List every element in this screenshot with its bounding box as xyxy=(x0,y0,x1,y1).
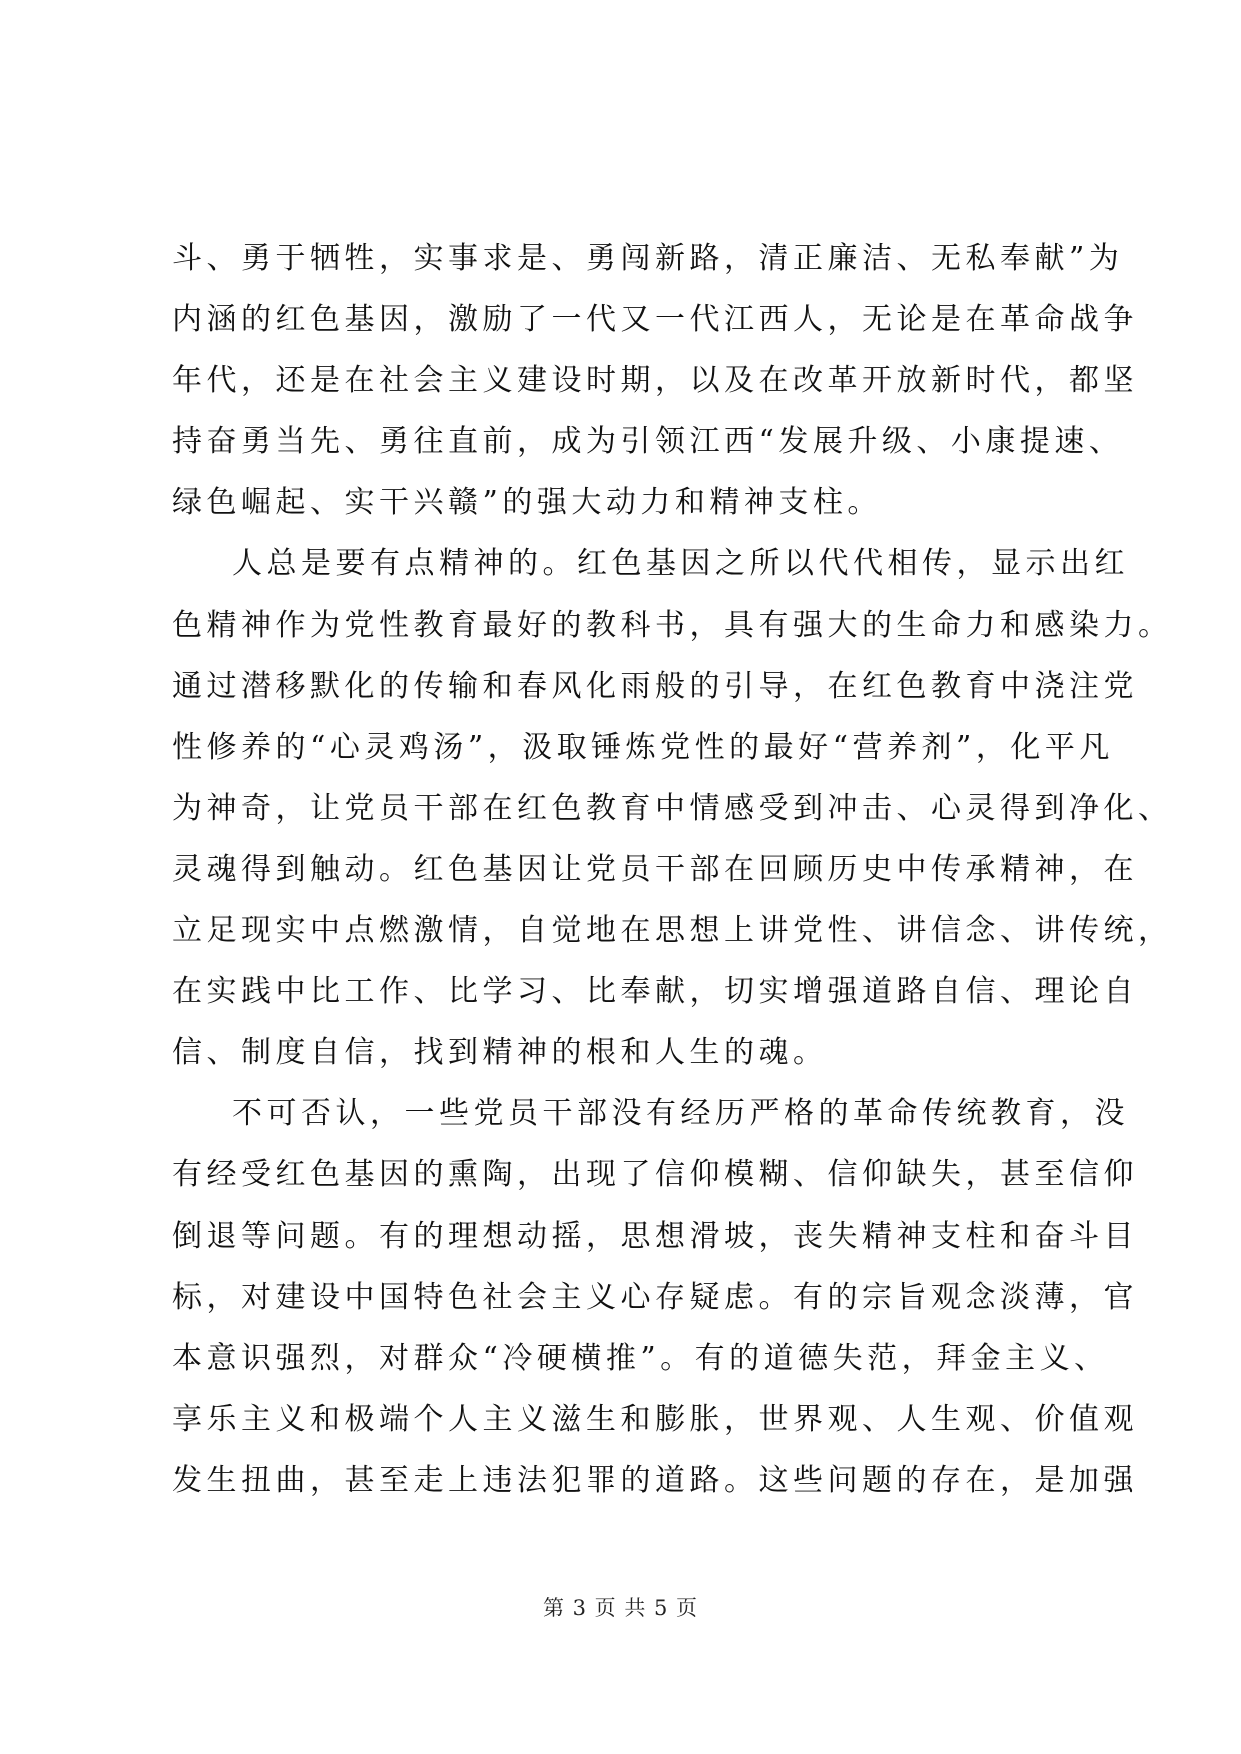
text-line: 色精神作为党性教育最好的教科书，具有强大的生命力和感染力。 xyxy=(172,607,1173,643)
paragraph-first-line: 不可否认，一些党员干部没有经历严格的革命传统教育，没 xyxy=(232,1096,1129,1132)
text-line: 灵魂得到触动。红色基因让党员干部在回顾历史中传承精神，在 xyxy=(172,851,1138,887)
text-line: 立足现实中点燃激情，自觉地在思想上讲党性、讲信念、讲传统， xyxy=(172,913,1173,949)
text-line: 享乐主义和极端个人主义滋生和膨胀，世界观、人生观、价值观 xyxy=(172,1401,1138,1437)
page-number-footer: 第 3 页 共 5 页 xyxy=(542,1596,699,1620)
text-line: 发生扭曲，甚至走上违法犯罪的道路。这些问题的存在，是加强 xyxy=(172,1462,1138,1498)
text-line: 信、制度自信，找到精神的根和人生的魂。 xyxy=(172,1035,828,1071)
text-line: 内涵的红色基因，激励了一代又一代江西人，无论是在革命战争 xyxy=(172,302,1138,338)
document-body xyxy=(172,228,1173,1511)
text-line: 年代，还是在社会主义建设时期，以及在改革开放新时代，都坚 xyxy=(172,363,1138,399)
text-line: 性修养的“心灵鸡汤”，汲取锤炼党性的最好“营养剂”，化平凡 xyxy=(172,729,1114,765)
text-line: 绿色崛起、实干兴赣”的强大动力和精神支柱。 xyxy=(172,485,882,521)
text-line: 有经受红色基因的熏陶，出现了信仰模糊、信仰缺失，甚至信仰 xyxy=(172,1157,1138,1193)
paragraph-first-line: 人总是要有点精神的。红色基因之所以代代相传，显示出红 xyxy=(232,546,1129,582)
text-line: 标，对建设中国特色社会主义心存疑虑。有的宗旨观念淡薄，官 xyxy=(172,1279,1138,1315)
text-line: 在实践中比工作、比学习、比奉献，切实增强道路自信、理论自 xyxy=(172,974,1138,1010)
text-line: 通过潜移默化的传输和春风化雨般的引导，在红色教育中浇注党 xyxy=(172,668,1138,704)
text-line: 斗、勇于牺牲，实事求是、勇闯新路，清正廉洁、无私奉献”为 xyxy=(172,241,1124,276)
text-line: 倒退等问题。有的理想动摇，思想滑坡，丧失精神支柱和奋斗目 xyxy=(172,1218,1138,1254)
text-line: 本意识强烈，对群众“冷硬横推”。有的道德失范，拜金主义、 xyxy=(172,1340,1109,1376)
text-line: 持奋勇当先、勇往直前，成为引领江西“发展升级、小康提速、 xyxy=(172,424,1124,460)
text-line: 为神奇，让党员干部在红色教育中情感受到冲击、心灵得到净化、 xyxy=(172,790,1173,826)
